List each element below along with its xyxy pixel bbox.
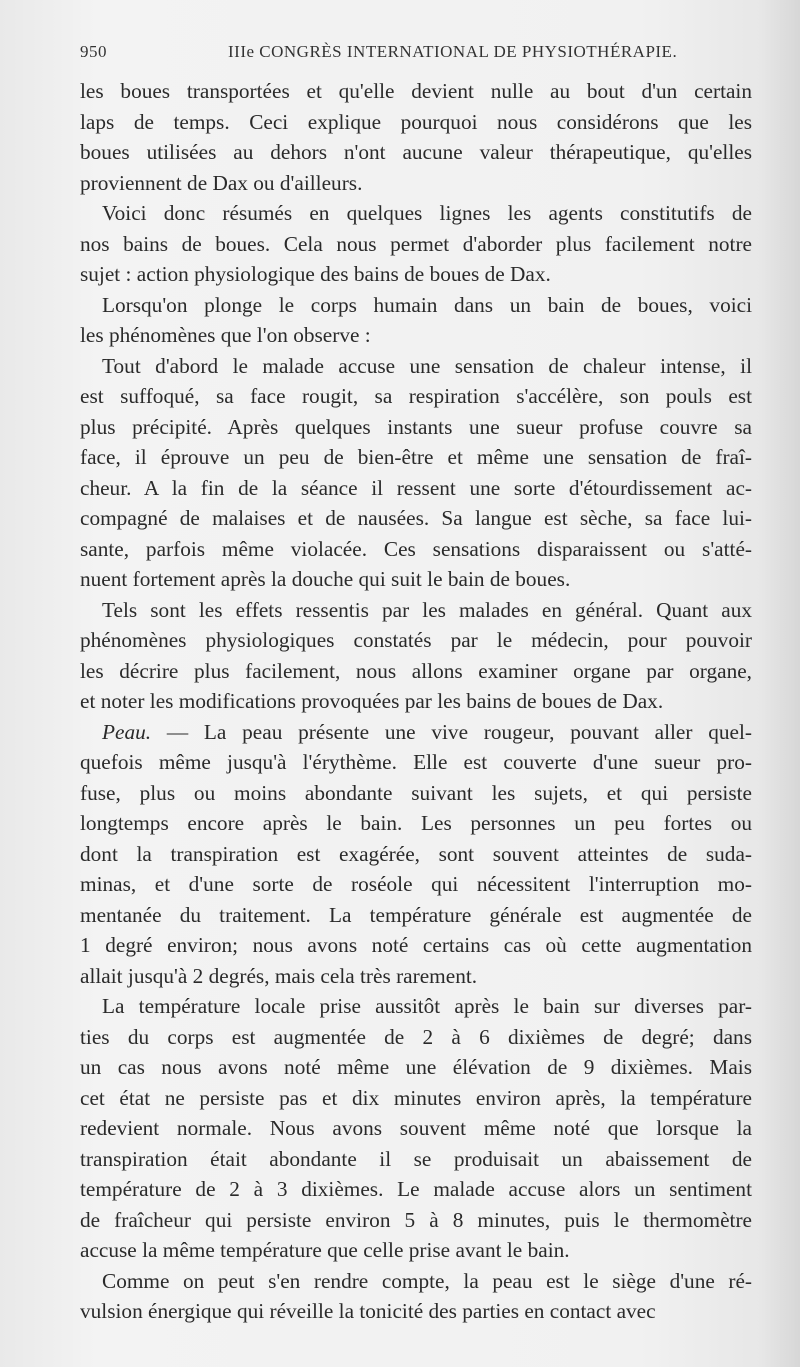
text-line: température de 2 à 3 dixièmes. Le malade accuse alors un sentiment [80,1177,752,1201]
text-line: les décrire plus facilement, nous allons examiner organe par organe, [80,658,752,683]
paragraph [80,198,752,290]
text-line: Tout d'abord le malade accuse une sensation de chaleur intense, il [102,353,752,378]
paragraph [80,991,752,1266]
text-line: les boues transportées et qu'elle devient nulle au bout d'un certain [80,79,752,103]
text-line: de fraîcheur qui persiste environ 5 à 8 minutes, puis le thermomètre [80,1207,752,1232]
text-line: sujet : action physiologique des bains de boues de Dax. [80,262,551,286]
section-heading: Peau. [102,719,152,744]
text-line: mentanée du traitement. La température générale est augmentée de [80,902,752,927]
text-line: Tels sont les effets ressentis par les malades en général. Quant aux [102,597,752,622]
text-line: Voici donc résumés en quelques lignes les agents constitutifs de [102,201,752,225]
page-body-text [80,76,752,1327]
text-line: laps de temps. Ceci explique pourquoi nous considérons que les [80,109,752,134]
text-line: longtemps encore après le bain. Les personnes un peu fortes ou [80,811,752,835]
text-line: minas, et d'une sorte de roséole qui nécessitent l'interruption mo- [80,872,752,896]
text-line: sante, parfois même violacée. Ces sensations disparaissent ou s'atté- [80,536,752,561]
page-edge-shadow [760,0,800,1367]
text-line: nos bains de boues. Cela nous permet d'aborder plus facilement notre [80,231,752,256]
text-line: compagné de malaises et de nausées. Sa langue est sèche, sa face lui- [80,506,752,530]
text-line: Lorsqu'on plonge le corps humain dans un bain de boues, voici [102,292,752,317]
paragraph [80,1266,752,1327]
text-line: fuse, plus ou moins abondante suivant les sujets, et qui persiste [80,780,752,805]
text-line: plus précipité. Après quelques instants une sueur profuse couvre sa [80,414,752,439]
page-header [80,42,760,72]
text-line: La température locale prise aussitôt après le bain sur diverses par- [102,994,752,1018]
text-line: vulsion énergique qui réveille la tonicité des parties en contact avec [80,1299,656,1323]
text-line: dont la transpiration est exagérée, sont souvent atteintes de suda- [80,841,752,866]
running-head: IIIe CONGRÈS INTERNATIONAL DE PHYSIOTHÉRAPIE. [228,42,678,61]
page-number: 950 [80,42,107,61]
text-line: un cas nous avons noté même une élévation de 9 dixièmes. Mais [80,1055,752,1079]
paragraph [80,76,752,198]
text-line: boues utilisées au dehors n'ont aucune valeur thérapeutique, qu'elles [80,140,752,164]
text-line: les phénomènes que l'on observe : [80,323,371,347]
text-line: cheur. A la fin de la séance il ressent une sorte d'étourdissement ac- [80,475,752,500]
text-line: cet état ne persiste pas et dix minutes environ après, la température [80,1085,752,1110]
paragraph [80,595,752,717]
text-line: redevient normale. Nous avons souvent même noté que lorsque la [80,1116,752,1140]
paragraph [80,717,752,992]
text-line [80,717,752,748]
text-line: phénomènes physiologiques constatés par le médecin, pour pouvoir [80,628,752,652]
text-line: nuent fortement après la douche qui suit le bain de boues. [80,567,571,591]
text-line: est suffoqué, sa face rougit, sa respiration s'accélère, son pouls est [80,384,752,408]
text-line: ties du corps est augmentée de 2 à 6 dixièmes de degré; dans [80,1024,752,1049]
text-line: 1 degré environ; nous avons noté certains cas où cette augmentation [80,933,752,957]
text-line: proviennent de Dax ou d'ailleurs. [80,170,363,195]
text-line: face, il éprouve un peu de bien-être et même une sensation de fraî- [80,445,752,469]
text-line: transpiration était abondante il se produisait un abaissement de [80,1146,752,1171]
text-run: — La peau présente une vive rougeur, pouvant aller quel- [151,719,752,744]
text-line: allait jusqu'à 2 degrés, mais cela très rarement. [80,963,478,988]
paragraph [80,351,752,595]
text-line: quefois même jusqu'à l'érythème. Elle est couverte d'une sueur pro- [80,750,752,774]
text-line: Comme on peut s'en rendre compte, la peau est le siège d'une ré- [102,1268,752,1293]
text-line: accuse la même température que celle prise avant le bain. [80,1238,570,1262]
text-line: et noter les modifications provoquées par les bains de boues de Dax. [80,689,664,713]
paragraph [80,290,752,351]
